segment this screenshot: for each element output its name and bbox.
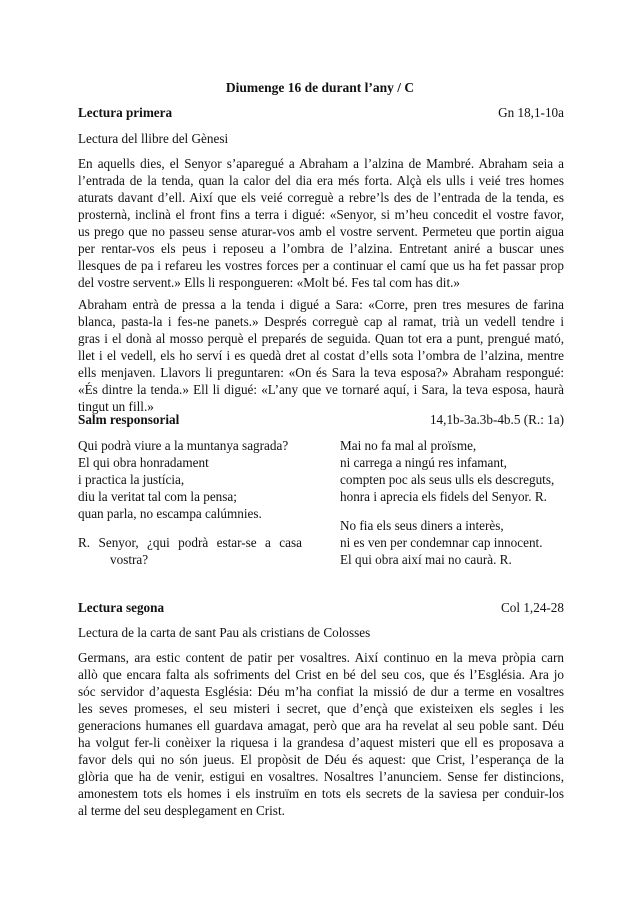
- text-line: les seves promeses, el seu misteri i secret, que d’ençà que existeixen els segles i les: [78, 701, 564, 716]
- psalm-right-stanza-1: [340, 437, 566, 505]
- text-line: sóc servidor d’aquesta Església: Déu m’ha confiat la missió de dur a terme en vosaltres: [78, 684, 564, 699]
- reading1-intro: Lectura del llibre del Gènesi: [78, 131, 229, 146]
- psalm-line: ni es ven per condemnar cap innocent.: [340, 535, 543, 550]
- psalm-line: i practica la justícia,: [78, 472, 185, 487]
- text-line: blanca, pasta-la i fes-ne panets.» Després correguè cap al ramat, trià un vedell tendre i: [78, 314, 564, 329]
- text-line: Germans, ara estic content de patir per vosaltres. Així continuo en la meva pròpia carn: [78, 650, 564, 665]
- reading1-header: [78, 104, 564, 121]
- psalm-reference: 14,1b-3a.3b-4b.5 (R.: 1a): [429, 412, 564, 427]
- text-line: En aquells dies, el Senyor s’aparegué a Abraham a l’alzina de Mambré. Abraham seia a: [78, 156, 564, 171]
- text-line: llet i el vedell, els ho serví i es quedà dret al costat d’ells sota l’ombra de l’alzina, mentre: [78, 348, 564, 363]
- psalm-line: quan parla, no escampa calúmnies.: [78, 506, 262, 521]
- reading2-intro: Lectura de la carta de sant Pau als cristians de Colosses: [78, 625, 371, 640]
- psalm-line: El qui obra honradament: [78, 455, 209, 470]
- psalm-line: compten poc als seus ulls els descreguts,: [340, 472, 555, 487]
- psalm-response-line-1: R. Senyor, ¿qui podrà estar-se a casa: [78, 535, 302, 550]
- text-line: allò que encara falta als sofriments del Crist en bé del seu cos, que és l’Església. Ara jo: [78, 667, 564, 682]
- psalm-line: diu la veritat tal com la pensa;: [78, 489, 237, 504]
- psalm-response-line-2: vostra?: [110, 552, 149, 567]
- reading2-header: [78, 599, 564, 616]
- text-line: «És dintre la tenda.» Ell li digué: «L’any que ve tornaré aquí, i Sara, la teva esposa, haurà: [78, 382, 564, 397]
- text-line: l’entrada de la tenda, quan la calor del dia era més forta. Alçà els ulls i veié tres homes: [78, 173, 564, 188]
- text-line: ells menjaven. Llavors li preguntaren: «On és Sara la teva esposa?» Abraham respongué:: [78, 365, 564, 380]
- reading1-paragraph-1: [78, 155, 564, 291]
- text-line: del vostre servent.» Ells li respongueren: «Molt bé. Fes tal com has dit.»: [78, 275, 460, 290]
- text-line: favor dels qui no són jueus. El propòsit de Déu és aquest: que Crist, l’esperança de la: [78, 752, 564, 767]
- text-line: gras i el donà al mosso perquè el preparés de seguida. Quan tot era a punt, prengué mató,: [78, 331, 564, 346]
- reading2-heading: Lectura segona: [78, 600, 165, 615]
- psalm-line: honra i aprecia els fidels del Senyor. R.: [340, 489, 547, 504]
- text-line: us prego que no passeu sense aturar-vos amb el vostre servent. Permeteu que portin aigua: [78, 224, 564, 239]
- text-line: llesques de pa i refareu les vostres forces per a continuar el camí que us ha fet passar prop: [78, 258, 564, 273]
- text-line: tingut un fill.»: [78, 399, 154, 414]
- page-title: Diumenge 16 de durant l’any / C: [225, 80, 415, 95]
- text-line: Abraham entrà de pressa a la tenda i digué a Sara: «Corre, pren tres mesures de farina: [78, 297, 564, 312]
- psalm-header: [78, 411, 564, 428]
- reading1-reference: Gn 18,1-10a: [498, 105, 564, 120]
- psalm-left-column: [78, 437, 306, 522]
- text-line: glòria que ha de venir, estigui en vosaltres. Nosaltres l’anunciem. Sense fer distincions,: [78, 769, 564, 784]
- text-line: amonestem tots els homes i els instruïm en tots els secrets de la saviesa per conduir-los: [78, 786, 564, 801]
- text-line: per rentar-vos els peus i reposeu a l’ombra de l’alzina. Entretant aniré a buscar unes: [78, 241, 564, 256]
- psalm-line: No fia els seus diners a interès,: [340, 518, 504, 533]
- text-line: prosternà, inclinà el front fins a terra i digué: «Senyor, si m’heu concedit el vostre favor,: [78, 207, 564, 222]
- psalm-line: El qui obra així mai no caurà. R.: [340, 552, 512, 567]
- reading2-reference: Col 1,24-28: [500, 600, 564, 615]
- psalm-line: Mai no fa mal al proïsme,: [340, 438, 477, 453]
- psalm-right-stanza-2: [340, 517, 566, 568]
- reading1-paragraph-2: [78, 296, 564, 415]
- text-line: ha volgut fer-li conèixer la riquesa i la grandesa d’aquest misteri que ell es proposava a: [78, 735, 564, 750]
- text-line: generacions humanes ell guardava amagat, però que ara ha revelat al seu poble sant. Déu: [78, 718, 564, 733]
- reading1-heading: Lectura primera: [78, 105, 173, 120]
- text-line: al terme del seu desplegament en Crist.: [78, 803, 285, 818]
- psalm-line: ni carrega a ningú res infamant,: [340, 455, 507, 470]
- psalm-line: Qui podrà viure a la muntanya sagrada?: [78, 438, 289, 453]
- reading2-paragraph: [78, 649, 564, 819]
- text-line: aturats davant d’ell. Així que els veié correguè a rebre’ls des de l’entrada de la tenda, es: [78, 190, 564, 205]
- psalm-response: [78, 534, 302, 568]
- psalm-heading: Salm responsorial: [78, 412, 180, 427]
